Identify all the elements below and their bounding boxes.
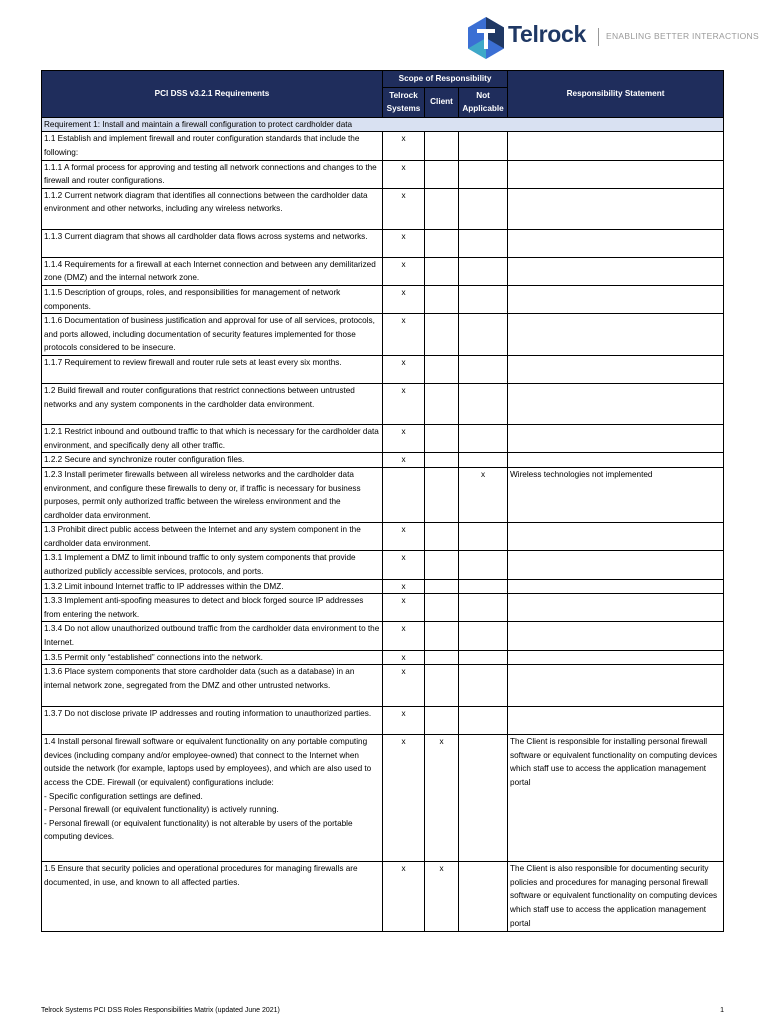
not-applicable-mark-cell xyxy=(459,665,508,707)
not-applicable-mark-cell xyxy=(459,384,508,425)
telrock-systems-header: Telrock Systems xyxy=(383,87,425,117)
logo-tagline: ENABLING BETTER INTERACTIONS xyxy=(606,31,759,41)
telrock-mark-cell: x xyxy=(383,650,425,665)
table-row xyxy=(42,735,724,862)
responsibility-matrix xyxy=(41,70,724,932)
statement-cell: The Client is also responsible for documenting security policies and procedures for managing personal firewall software or equivalent functionality on computing devices which staff use to access the application management portal xyxy=(508,862,724,932)
logo-divider xyxy=(598,28,599,46)
requirement-cell: 1.3.2 Limit inbound Internet traffic to IP addresses within the DMZ. xyxy=(42,579,383,594)
telrock-mark-cell: x xyxy=(383,594,425,622)
telrock-mark-cell: x xyxy=(383,707,425,735)
not-applicable-mark-cell: x xyxy=(459,467,508,522)
client-mark-cell xyxy=(425,622,459,650)
scope-header: Scope of Responsibility xyxy=(383,71,508,88)
telrock-mark-cell: x xyxy=(383,551,425,579)
client-mark-cell: x xyxy=(425,735,459,862)
requirement-cell: 1.2.1 Restrict inbound and outbound traffic to that which is necessary for the cardholder data environment, and specifically deny all other traffic. xyxy=(42,425,383,453)
not-applicable-mark-cell xyxy=(459,132,508,160)
not-applicable-mark-cell xyxy=(459,453,508,468)
telrock-mark-cell: x xyxy=(383,160,425,188)
requirement-cell: 1.1.4 Requirements for a firewall at each Internet connection and between any demilitarized zone (DMZ) and the internal network zone. xyxy=(42,257,383,285)
table-row xyxy=(42,285,724,313)
requirement-cell: 1.3.7 Do not disclose private IP addresses and routing information to unauthorized parties. xyxy=(42,707,383,735)
client-mark-cell xyxy=(425,594,459,622)
matrix-body xyxy=(42,117,724,931)
telrock-mark-cell: x xyxy=(383,453,425,468)
table-row xyxy=(42,665,724,707)
client-header: Client xyxy=(425,87,459,117)
requirement-cell: 1.3 Prohibit direct public access between the Internet and any system component in the cardholder data environment. xyxy=(42,523,383,551)
telrock-mark-cell: x xyxy=(383,622,425,650)
requirement-cell: 1.3.1 Implement a DMZ to limit inbound traffic to only system components that provide authorized publicly accessible services, protocols, and ports. xyxy=(42,551,383,579)
telrock-mark-cell: x xyxy=(383,862,425,932)
telrock-mark-cell: x xyxy=(383,285,425,313)
statement-cell xyxy=(508,551,724,579)
client-mark-cell xyxy=(425,453,459,468)
client-mark-cell xyxy=(425,425,459,453)
table-row xyxy=(42,425,724,453)
statement-cell xyxy=(508,188,724,229)
requirements-header: PCI DSS v3.2.1 Requirements xyxy=(42,71,383,118)
not-applicable-mark-cell xyxy=(459,188,508,229)
table-row xyxy=(42,384,724,425)
statement-header: Responsibility Statement xyxy=(508,71,724,118)
statement-cell xyxy=(508,594,724,622)
not-applicable-header: Not Applicable xyxy=(459,87,508,117)
not-applicable-mark-cell xyxy=(459,314,508,356)
telrock-mark-cell: x xyxy=(383,665,425,707)
requirement-cell: 1.1.5 Description of groups, roles, and responsibilities for management of network components. xyxy=(42,285,383,313)
table-row xyxy=(42,622,724,650)
table-row xyxy=(42,160,724,188)
requirement-cell: 1.3.3 Implement anti-spoofing measures to detect and block forged source IP addresses from entering the network. xyxy=(42,594,383,622)
table-row xyxy=(42,523,724,551)
requirement-cell: 1.1.6 Documentation of business justification and approval for use of all services, protocols, and ports allowed, including documentation of security features implemented for those protocols considered to be insecure. xyxy=(42,314,383,356)
requirement-cell: 1.3.6 Place system components that store cardholder data (such as a database) in an internal network zone, segregated from the DMZ and other untrusted networks. xyxy=(42,665,383,707)
telrock-logo xyxy=(466,16,759,60)
client-mark-cell xyxy=(425,579,459,594)
table-row xyxy=(42,132,724,160)
statement-cell xyxy=(508,622,724,650)
section-title: Requirement 1: Install and maintain a firewall configuration to protect cardholder data xyxy=(42,117,724,132)
client-mark-cell xyxy=(425,356,459,384)
table-row xyxy=(42,188,724,229)
telrock-mark-cell: x xyxy=(383,132,425,160)
table-row xyxy=(42,467,724,522)
not-applicable-mark-cell xyxy=(459,356,508,384)
requirement-cell: 1.3.5 Permit only “established” connections into the network. xyxy=(42,650,383,665)
not-applicable-mark-cell xyxy=(459,257,508,285)
client-mark-cell xyxy=(425,467,459,522)
client-mark-cell xyxy=(425,314,459,356)
statement-cell xyxy=(508,453,724,468)
telrock-mark-cell: x xyxy=(383,229,425,257)
client-mark-cell: x xyxy=(425,862,459,932)
client-mark-cell xyxy=(425,523,459,551)
statement-cell: Wireless technologies not implemented xyxy=(508,467,724,522)
not-applicable-mark-cell xyxy=(459,229,508,257)
table-row xyxy=(42,314,724,356)
telrock-mark-cell: x xyxy=(383,356,425,384)
telrock-logo-mark-icon xyxy=(466,16,506,60)
not-applicable-mark-cell xyxy=(459,425,508,453)
statement-cell xyxy=(508,356,724,384)
statement-cell xyxy=(508,384,724,425)
telrock-mark-cell xyxy=(383,467,425,522)
requirement-cell: 1.1.1 A formal process for approving and testing all network connections and changes to the firewall and router configurations. xyxy=(42,160,383,188)
statement-cell xyxy=(508,650,724,665)
telrock-mark-cell: x xyxy=(383,188,425,229)
table-row xyxy=(42,356,724,384)
telrock-mark-cell: x xyxy=(383,523,425,551)
statement-cell xyxy=(508,229,724,257)
client-mark-cell xyxy=(425,551,459,579)
not-applicable-mark-cell xyxy=(459,707,508,735)
table-row xyxy=(42,551,724,579)
requirement-cell: 1.3.4 Do not allow unauthorized outbound traffic from the cardholder data environment to the Internet. xyxy=(42,622,383,650)
telrock-mark-cell: x xyxy=(383,314,425,356)
statement-cell xyxy=(508,132,724,160)
not-applicable-mark-cell xyxy=(459,523,508,551)
statement-cell xyxy=(508,425,724,453)
statement-cell xyxy=(508,285,724,313)
telrock-mark-cell: x xyxy=(383,735,425,862)
telrock-mark-cell: x xyxy=(383,257,425,285)
client-mark-cell xyxy=(425,257,459,285)
table-row xyxy=(42,707,724,735)
statement-cell xyxy=(508,523,724,551)
client-mark-cell xyxy=(425,384,459,425)
table-row xyxy=(42,257,724,285)
requirement-cell: 1.1.3 Current diagram that shows all cardholder data flows across systems and networks. xyxy=(42,229,383,257)
not-applicable-mark-cell xyxy=(459,594,508,622)
not-applicable-mark-cell xyxy=(459,160,508,188)
telrock-mark-cell: x xyxy=(383,579,425,594)
not-applicable-mark-cell xyxy=(459,579,508,594)
not-applicable-mark-cell xyxy=(459,622,508,650)
statement-cell xyxy=(508,707,724,735)
requirement-cell: 1.1.2 Current network diagram that identifies all connections between the cardholder data environment and other networks, including any wireless networks. xyxy=(42,188,383,229)
client-mark-cell xyxy=(425,188,459,229)
requirement-cell: 1.2 Build firewall and router configurations that restrict connections between untrusted networks and any system components in the cardholder data environment. xyxy=(42,384,383,425)
table-row xyxy=(42,229,724,257)
requirement-cell: 1.2.3 Install perimeter firewalls between all wireless networks and the cardholder data environment, and configure these firewalls to deny or, if traffic is necessary for business purposes, permit only authorized traffic between the wireless environment and the cardholder data environment. xyxy=(42,467,383,522)
statement-cell xyxy=(508,665,724,707)
footer-title: Telrock Systems PCI DSS Roles Responsibilities Matrix (updated June 2021) xyxy=(41,1007,280,1014)
client-mark-cell xyxy=(425,229,459,257)
table-row xyxy=(42,453,724,468)
page-number: 1 xyxy=(720,1007,724,1014)
client-mark-cell xyxy=(425,707,459,735)
table-row xyxy=(42,579,724,594)
telrock-mark-cell: x xyxy=(383,425,425,453)
statement-cell: The Client is responsible for installing personal firewall software or equivalent functionality on computing devices which staff use to access the application management portal xyxy=(508,735,724,862)
not-applicable-mark-cell xyxy=(459,862,508,932)
client-mark-cell xyxy=(425,160,459,188)
telrock-mark-cell: x xyxy=(383,384,425,425)
not-applicable-mark-cell xyxy=(459,650,508,665)
not-applicable-mark-cell xyxy=(459,551,508,579)
client-mark-cell xyxy=(425,285,459,313)
client-mark-cell xyxy=(425,650,459,665)
client-mark-cell xyxy=(425,665,459,707)
logo-wordmark: Telrock xyxy=(508,21,587,47)
table-row xyxy=(42,862,724,932)
statement-cell xyxy=(508,257,724,285)
table-row xyxy=(42,650,724,665)
client-mark-cell xyxy=(425,132,459,160)
requirement-cell: 1.5 Ensure that security policies and operational procedures for managing firewalls are documented, in use, and known to all affected parties. xyxy=(42,862,383,932)
not-applicable-mark-cell xyxy=(459,735,508,862)
statement-cell xyxy=(508,314,724,356)
statement-cell xyxy=(508,160,724,188)
section-row xyxy=(42,117,724,132)
requirement-cell: 1.4 Install personal firewall software or equivalent functionality on any portable computing devices (including company and/or employee-owned) that connect to the Internet when outside the network (for example, laptops used by employees), and which are also used to access the CDE. Firewall (or equivalent) configurations include: - Specific configuration settings are defined. - Personal firewall (or equivalent functionality) is actively running. - Personal firewall (or equivalent functionality) is not alterable by users of the portable computing devices. xyxy=(42,735,383,862)
requirement-cell: 1.2.2 Secure and synchronize router configuration files. xyxy=(42,453,383,468)
requirement-cell: 1.1.7 Requirement to review firewall and router rule sets at least every six months. xyxy=(42,356,383,384)
not-applicable-mark-cell xyxy=(459,285,508,313)
table-row xyxy=(42,594,724,622)
statement-cell xyxy=(508,579,724,594)
requirement-cell: 1.1 Establish and implement firewall and router configuration standards that include the following: xyxy=(42,132,383,160)
